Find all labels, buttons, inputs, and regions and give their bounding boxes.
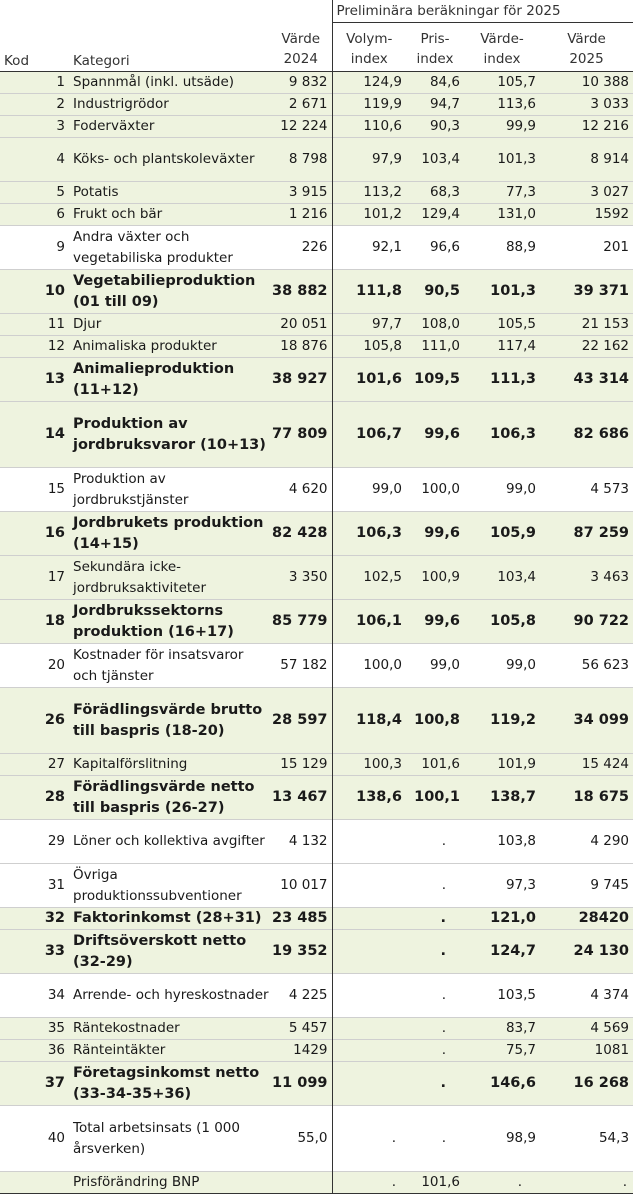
row-varde-2025: 16 268 [573,1075,630,1091]
row-kategori: Spannmål (inkl. utsäde) [73,74,235,90]
table-row [0,1040,633,1062]
table-row [0,688,633,754]
table-row [0,600,633,644]
row-volymindex: 138,6 [332,776,406,820]
row-volymindex: 101,2 [332,204,406,226]
row-kategori: Andra växter och vegetabiliska produkter [73,228,233,266]
row-varde-2024: 4 132 [288,833,328,849]
row-kod: 40 [47,1130,65,1146]
row-varde-2024: 5 457 [288,1020,328,1036]
preliminary-header: Preliminära beräkningar för 2025 [332,0,633,23]
col-header-kategori: Kategori [73,53,130,69]
table-row [0,358,633,402]
row-vardeindex: 97,3 [505,877,536,893]
row-kategori: Potatis [73,184,119,200]
table-row [0,820,633,864]
row-varde-2024: 28 597 [272,712,328,728]
row-prisindex: 84,6 [429,74,460,90]
row-vardeindex: 101,9 [497,756,536,772]
row-varde-2025: 4 374 [590,987,630,1003]
table-row [0,468,633,512]
row-varde-2025: 4 569 [590,1020,630,1036]
row-prisindex: 129,4 [421,206,460,222]
row-vardeindex: 146,6 [490,1075,536,1091]
col-header-varde-2025: Värde 2025 [567,31,606,67]
row-varde-2025: 90 722 [573,613,630,629]
row-prisindex: . [441,833,446,849]
table-row [0,776,633,820]
row-prisindex: 100,8 [414,712,460,728]
row-varde-2025: 3 027 [590,184,630,200]
row-vardeindex: 105,8 [490,613,536,629]
header-row [0,23,633,72]
row-prisindex: 101,6 [421,1174,460,1190]
row-varde-2025: 3 463 [590,569,630,585]
table-row [0,138,633,182]
row-varde-2024: 11 099 [272,1075,328,1091]
row-prisindex: 100,1 [414,789,460,805]
row-kategori: Löner och kollektiva avgifter [73,833,265,849]
row-kategori: Prisförändring BNP [73,1174,200,1190]
row-vardeindex: 77,3 [505,184,536,200]
row-varde-2025: 54,3 [598,1130,630,1146]
row-varde-2025: 201 [603,239,630,255]
row-varde-2025: 4 573 [590,481,630,497]
row-prisindex: . [441,1130,446,1146]
row-varde-2024: 3 350 [288,569,328,585]
row-prisindex: 99,6 [424,613,460,629]
row-varde-2025: 8 914 [590,151,630,167]
row-vardeindex: 121,0 [490,910,536,926]
row-volymindex: 110,6 [332,116,406,138]
row-varde-2025: 28420 [578,910,630,926]
row-volymindex: 97,7 [332,314,406,336]
row-varde-2024: 10 017 [280,877,328,893]
row-prisindex: . [440,943,446,959]
col-header-varde-2024: Värde 2024 [281,31,321,67]
row-kategori: Företagsinkomst netto (33-34-35+36) [73,1064,260,1102]
row-varde-2024: 85 779 [272,613,328,629]
row-vardeindex: 106,3 [490,426,536,442]
table-row [0,116,633,138]
row-varde-2024: 1429 [293,1042,328,1058]
row-kod: 33 [44,943,65,959]
table-row [0,556,633,600]
table-row [0,1172,633,1194]
table-row [0,182,633,204]
row-kategori: Köks- och plantskoleväxter [73,151,255,167]
row-kategori: Sekundära icke-jordbruksaktiviteter [73,558,207,596]
row-kod: 11 [47,316,65,332]
row-vardeindex: 83,7 [505,1020,536,1036]
row-vardeindex: 103,8 [497,833,536,849]
table-row [0,974,633,1018]
row-varde-2025: . [622,1174,628,1190]
row-kod: 9 [56,239,65,255]
row-prisindex: 99,0 [429,657,460,673]
col-header-vardeindex: Värde- index [480,31,524,67]
row-kod: 15 [47,481,65,497]
row-vardeindex: 99,0 [505,481,536,497]
row-kod: 2 [56,96,65,112]
row-varde-2025: 3 033 [590,96,630,112]
row-kod: 10 [44,283,65,299]
row-prisindex: 103,4 [421,151,460,167]
row-vardeindex: 105,9 [490,525,536,541]
row-kod: 29 [47,833,65,849]
col-header-volymindex: Volym- index [332,23,406,72]
row-prisindex: 108,0 [421,316,460,332]
row-kod: 5 [56,184,65,200]
row-vardeindex: . [517,1174,522,1190]
row-kod: 3 [56,118,65,134]
row-kategori: Frukt och bär [73,206,163,222]
row-varde-2024: 2 671 [288,96,328,112]
row-kod: 28 [44,789,65,805]
row-varde-2024: 4 620 [288,481,328,497]
row-volymindex [332,908,406,930]
row-kod: 31 [47,877,65,893]
row-varde-2024: 8 798 [288,151,328,167]
row-volymindex: . [332,1172,406,1194]
row-kod: 1 [56,74,65,90]
header-row-top [0,0,633,23]
row-varde-2024: 9 832 [288,74,328,90]
row-varde-2025: 18 675 [573,789,630,805]
row-varde-2025: 12 216 [581,118,630,134]
row-kod: 32 [44,910,65,926]
row-kod: 36 [47,1042,65,1058]
row-kategori: Ränteintäkter [73,1042,166,1058]
row-kategori: Driftsöverskott netto (32-29) [73,932,247,970]
row-kod: 12 [47,338,65,354]
row-prisindex: . [441,1042,446,1058]
row-prisindex: 90,5 [424,283,460,299]
row-prisindex: . [441,1020,446,1036]
row-volymindex: 111,8 [332,270,406,314]
row-varde-2024: 4 225 [288,987,328,1003]
table-row [0,1018,633,1040]
row-varde-2024: 38 927 [272,371,328,387]
row-varde-2025: 24 130 [573,943,630,959]
row-vardeindex: 99,9 [505,118,536,134]
table-row [0,908,633,930]
row-vardeindex: 117,4 [497,338,536,354]
row-varde-2025: 1592 [594,206,630,222]
col-header-prisindex: Pris- index [416,31,454,67]
row-kategori: Industrigrödor [73,96,169,112]
row-varde-2025: 22 162 [581,338,630,354]
row-kategori: Vegetabilieproduktion (01 till 09) [73,272,256,310]
row-varde-2024: 13 467 [272,789,328,805]
row-kategori: Djur [73,316,102,332]
row-kod: 26 [44,712,65,728]
row-kod: 18 [44,613,65,629]
row-kategori: Förädlingsvärde brutto till baspris (18-20) [73,701,263,739]
row-volymindex: 106,1 [332,600,406,644]
row-prisindex: 109,5 [414,371,460,387]
row-volymindex: 97,9 [332,138,406,182]
row-kategori: Foderväxter [73,118,155,134]
row-volymindex: 101,6 [332,358,406,402]
row-volymindex: 113,2 [332,182,406,204]
row-kod: 27 [47,756,65,772]
row-varde-2024 [270,1172,332,1194]
row-volymindex: 105,8 [332,336,406,358]
row-varde-2025: 10 388 [581,74,630,90]
row-prisindex: . [440,1075,446,1091]
row-prisindex: 96,6 [429,239,460,255]
table-row [0,754,633,776]
row-volymindex: 102,5 [332,556,406,600]
row-volymindex: 100,0 [332,644,406,688]
table-row [0,402,633,468]
row-varde-2024: 82 428 [272,525,328,541]
row-kod: 20 [47,657,65,673]
row-varde-2024: 19 352 [272,943,328,959]
row-varde-2025: 56 623 [581,657,630,673]
row-varde-2024: 3 915 [288,184,328,200]
row-kod: 17 [47,569,65,585]
row-prisindex: 99,6 [424,426,460,442]
row-volymindex [332,1018,406,1040]
row-varde-2025: 4 290 [590,833,630,849]
row-volymindex: 119,9 [332,94,406,116]
row-varde-2025: 15 424 [581,756,630,772]
table-row [0,226,633,270]
row-vardeindex: 101,3 [490,283,536,299]
row-kategori: Faktorinkomst (28+31) [73,910,262,926]
row-vardeindex: 111,3 [490,371,536,387]
row-vardeindex: 113,6 [497,96,536,112]
row-kategori: Produktion av jordbruksvaror (10+13) [73,415,266,453]
row-volymindex: 124,9 [332,72,406,94]
row-volymindex [332,1062,406,1106]
row-varde-2024: 1 216 [288,206,328,222]
row-kod: 4 [56,151,65,167]
row-varde-2025: 82 686 [573,426,630,442]
row-vardeindex: 103,5 [497,987,536,1003]
row-volymindex [332,820,406,864]
row-vardeindex: 105,7 [497,74,536,90]
row-prisindex: 101,6 [421,756,460,772]
row-volymindex [332,1040,406,1062]
row-prisindex: . [440,910,446,926]
row-vardeindex: 131,0 [497,206,536,222]
row-varde-2024: 226 [301,239,328,255]
row-prisindex: . [441,877,446,893]
row-varde-2024: 77 809 [272,426,328,442]
row-volymindex: 106,3 [332,512,406,556]
row-prisindex: 99,6 [424,525,460,541]
table-row [0,94,633,116]
col-header-kod: Kod [4,53,30,69]
row-kategori: Kostnader för insatsvaror och tjänster [73,646,244,684]
row-vardeindex: 98,9 [505,1130,536,1146]
row-prisindex: 90,3 [429,118,460,134]
row-volymindex: 92,1 [332,226,406,270]
row-kategori: Kapitalförslitning [73,756,188,772]
row-varde-2025: 43 314 [573,371,630,387]
row-kod: 35 [47,1020,65,1036]
row-vardeindex: 124,7 [490,943,536,959]
row-kod: 6 [56,206,65,222]
row-volymindex [332,974,406,1018]
row-volymindex: . [332,1106,406,1172]
row-volymindex: 106,7 [332,402,406,468]
row-vardeindex: 119,2 [490,712,536,728]
row-vardeindex: 99,0 [505,657,536,673]
row-kod: 14 [44,426,65,442]
row-kategori: Räntekostnader [73,1020,180,1036]
row-kategori: Övriga produktionssubventioner [73,866,242,904]
row-varde-2025: 39 371 [573,283,630,299]
row-vardeindex: 75,7 [505,1042,536,1058]
row-kategori: Animaliska produkter [73,338,217,354]
row-varde-2024: 12 224 [280,118,328,134]
table-row [0,864,633,908]
table-row [0,204,633,226]
row-volymindex: 100,3 [332,754,406,776]
row-volymindex [332,930,406,974]
table-row [0,930,633,974]
table-row [0,1106,633,1172]
row-varde-2024: 23 485 [272,910,328,926]
row-volymindex: 118,4 [332,688,406,754]
row-varde-2024: 38 882 [272,283,328,299]
table-row [0,1062,633,1106]
row-kod: 16 [44,525,65,541]
row-varde-2024: 55,0 [297,1130,328,1146]
row-kategori: Arrende- och hyreskostnader [73,987,269,1003]
row-kategori: Jordbrukets produktion (14+15) [73,514,264,552]
row-prisindex: 111,0 [421,338,460,354]
row-vardeindex: 88,9 [505,239,536,255]
row-varde-2024: 57 182 [280,657,328,673]
row-prisindex: 68,3 [429,184,460,200]
row-kod: 34 [47,987,65,1003]
row-kategori: Animalieproduktion (11+12) [73,360,235,398]
row-vardeindex: 101,3 [497,151,536,167]
row-volymindex [332,864,406,908]
row-vardeindex: 138,7 [490,789,536,805]
table-row [0,512,633,556]
row-prisindex: 94,7 [429,96,460,112]
row-vardeindex: 105,5 [497,316,536,332]
row-varde-2024: 20 051 [280,316,328,332]
row-varde-2025: 9 745 [590,877,630,893]
row-kategori: Förädlingsvärde netto till baspris (26-27) [73,778,255,816]
row-varde-2025: 34 099 [573,712,630,728]
row-prisindex: 100,0 [421,481,460,497]
row-varde-2025: 21 153 [581,316,630,332]
row-kategori: Produktion av jordbrukstjänster [73,470,189,508]
row-prisindex: 100,9 [421,569,460,585]
table-row [0,314,633,336]
row-kod: 13 [44,371,65,387]
table-row [0,270,633,314]
row-kategori: Total arbetsinsats (1 000 årsverken) [73,1119,240,1157]
row-prisindex: . [441,987,446,1003]
row-varde-2025: 87 259 [573,525,630,541]
row-kategori: Jordbrukssektorns produktion (16+17) [73,602,234,640]
row-vardeindex: 103,4 [497,569,536,585]
row-varde-2024: 15 129 [280,756,328,772]
table-row [0,644,633,688]
row-varde-2024: 18 876 [280,338,328,354]
table-row [0,72,633,94]
row-kod [0,1172,70,1194]
row-volymindex: 99,0 [332,468,406,512]
row-kod: 37 [44,1075,65,1091]
row-varde-2025: 1081 [594,1042,630,1058]
table-row [0,336,633,358]
